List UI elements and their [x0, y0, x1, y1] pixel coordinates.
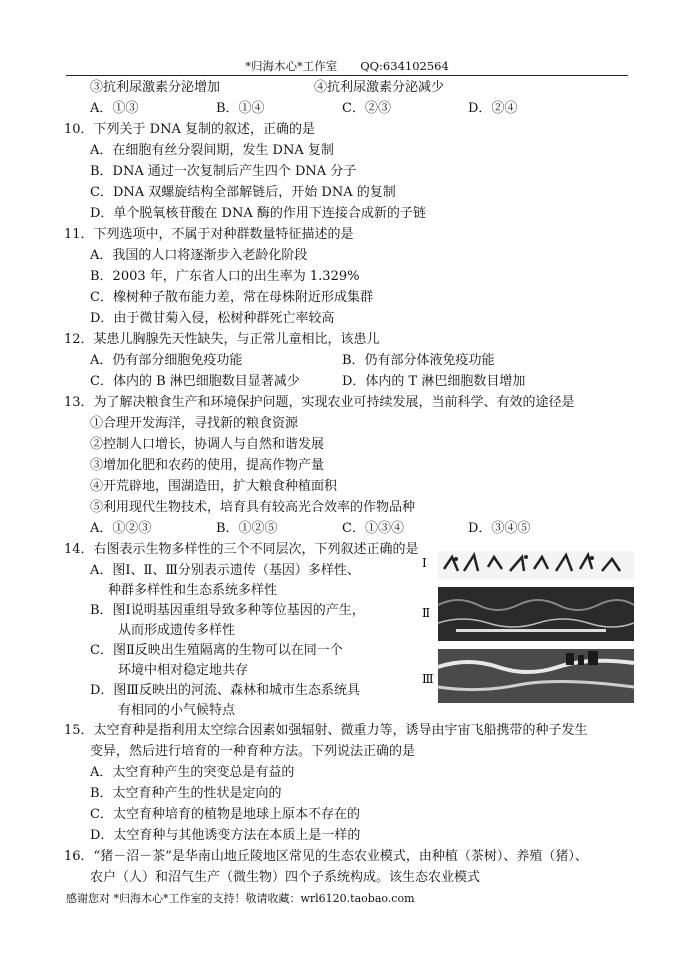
- q15-option-c: C．太空育种培育的植物是地球上原本不存在的: [90, 807, 360, 822]
- figure-label-2: Ⅱ: [422, 606, 431, 620]
- q12-stem: 12．某患儿胸腺先天性缺失，与正常儿童相比，该患儿: [64, 332, 380, 347]
- q13-stem: 13．为了解决粮食生产和环境保护问题，实现农业可持续发展，当前科学、有效的途径是: [64, 395, 575, 410]
- q11-option-a: A．我国的人口将逐渐步入老龄化阶段: [90, 248, 308, 263]
- q10-option-b: B．DNA 通过一次复制后产生四个 DNA 分子: [90, 164, 357, 179]
- q14-option-b-line1: B．图Ⅰ说明基因重组导致多种等位基因的产生，: [90, 603, 365, 618]
- q9-option-d: D．②④: [468, 101, 518, 116]
- q12-option-c: C．体内的 B 淋巴细胞数目显著减少: [90, 374, 300, 389]
- q9-option-c: C．②③: [342, 101, 391, 116]
- figure-panel-1: [422, 551, 634, 579]
- q11-option-c: C．橡树种子散布能力差，常在母株附近形成集群: [90, 290, 373, 305]
- q9-item-4: ④抗利尿激素分泌减少: [314, 80, 445, 95]
- q13-item-3: ③增加化肥和农药的使用，提高作物产量: [90, 458, 325, 473]
- q14-option-c-line1: C．图Ⅱ反映出生殖隔离的生物可以在同一个: [90, 643, 343, 658]
- q13-option-b: B．①②⑤: [216, 521, 278, 536]
- q10-option-d: D．单个脱氧核苷酸在 DNA 酶的作用下连接合成新的子链: [90, 206, 426, 221]
- q14-option-b-line2: 从而形成遗传多样性: [118, 623, 236, 638]
- q13-option-c: C．①③④: [342, 521, 404, 536]
- q15-option-d: D．太空育种与其他诱变方法在本质上是一样的: [90, 828, 361, 843]
- q15-option-a: A．太空育种产生的突变总是有益的: [90, 765, 295, 780]
- q13-item-2: ②控制人口增长，协调人与自然和谐发展: [90, 437, 325, 452]
- q15-stem-line2: 变异，然后进行培育的一种育种方法。下列说法正确的是: [90, 744, 416, 759]
- page-footer: 感谢您对 *归海木心*工作室的支持！敬请收藏：wrl6120.taobao.com: [66, 892, 415, 905]
- figure-panel-2: [422, 587, 634, 641]
- q13-option-a: A．①②③: [90, 521, 152, 536]
- figure-panel-3: [422, 649, 634, 703]
- q9-item-3: ③抗利尿激素分泌增加: [90, 80, 221, 95]
- q9-option-a: A．①③: [90, 101, 139, 116]
- q9-option-b: B．①④: [216, 101, 265, 116]
- q10-stem: 10．下列关于 DNA 复制的叙述，正确的是: [64, 122, 315, 137]
- q14-stem: 14．右图表示生物多样性的三个不同层次，下列叙述正确的是: [64, 542, 419, 557]
- q13-item-5: ⑤利用现代生物技术，培育具有较高光合效率的作物品种: [90, 500, 416, 515]
- figure-label-3: Ⅲ: [422, 672, 434, 686]
- header-rule: [66, 75, 628, 76]
- q12-option-b: B．仍有部分体液免疫功能: [342, 353, 495, 368]
- q11-stem: 11．下列选项中，不属于对种群数量特征描述的是: [64, 227, 354, 242]
- q13-item-4: ④开荒辟地，围湖造田，扩大粮食种植面积: [90, 479, 338, 494]
- biodiversity-figure: [416, 545, 638, 705]
- q14-option-a-line2: 种群多样性和生态系统多样性: [108, 583, 278, 598]
- q12-option-d: D．体内的 T 淋巴细胞数目增加: [342, 374, 526, 389]
- q12-option-a: A．仍有部分细胞免疫功能: [90, 353, 243, 368]
- q16-stem-line1: 16．“猪－沼－茶”是华南山地丘陵地区常见的生态农业模式，由种植（茶树）、养殖（猪）、: [64, 849, 588, 864]
- figure-label-1: Ⅰ: [422, 556, 427, 570]
- q11-option-d: D．由于微甘菊入侵，松树种群死亡率较高: [90, 311, 335, 326]
- q14-option-d-line2: 有相同的小气候特点: [118, 703, 236, 718]
- q14-option-d-line1: D．图Ⅲ反映出的河流、森林和城市生态系统具: [90, 683, 360, 698]
- q11-option-b: B．2003 年，广东省人口的出生率为 1.329%: [90, 269, 360, 284]
- q14-option-c-line2: 环境中相对稳定地共存: [118, 663, 249, 678]
- q15-stem-line1: 15．太空育种是指利用太空综合因素如强辐射、微重力等，诱导由宇宙飞船携带的种子发生: [64, 723, 588, 738]
- page-header: *归海木心*工作室 QQ:634102564: [245, 59, 449, 73]
- q14-option-a-line1: A．图Ⅰ、Ⅱ、Ⅲ分别表示遗传（基因）多样性、: [90, 563, 360, 578]
- q13-option-d: D．③④⑤: [468, 521, 531, 536]
- q15-option-b: B．太空育种产生的性状是定向的: [90, 786, 282, 801]
- q16-stem-line2: 农户（人）和沼气生产（微生物）四个子系统构成。该生态农业模式: [90, 870, 481, 885]
- q10-option-c: C．DNA 双螺旋结构全部解链后，开始 DNA 的复制: [90, 185, 396, 200]
- q13-item-1: ①合理开发海洋，寻找新的粮食资源: [90, 416, 299, 431]
- q10-option-a: A．在细胞有丝分裂间期，发生 DNA 复制: [90, 143, 334, 158]
